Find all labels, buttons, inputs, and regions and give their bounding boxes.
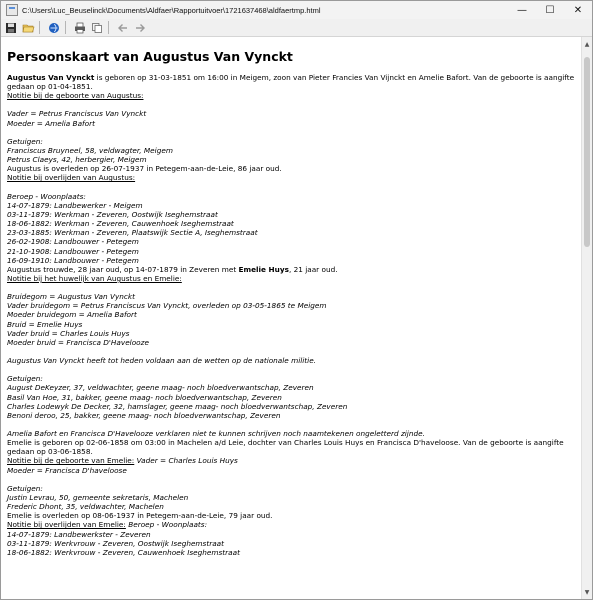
minimize-button[interactable]: —	[517, 4, 527, 16]
marriage-paragraph	[7, 265, 576, 274]
spacer	[7, 365, 576, 374]
marriage-witness: Benoni deroo, 25, bakker, geene maag- noch bloedverwantschap, Zeveren	[7, 410, 281, 420]
spacer	[7, 100, 576, 109]
spouse-death-paragraph: Emelie is overleden op 08-06-1937 in Petegem-aan-de-Leie, 79 jaar oud.	[7, 511, 273, 521]
birth-witness: Franciscus Bruyneel, 58, veldwagter, Meigem	[7, 145, 173, 155]
scrollbar-thumb[interactable]	[584, 57, 590, 247]
birth-father: Vader = Petrus Franciscus Van Vynckt	[7, 109, 147, 119]
marriage-detail: Moeder bruidegom = Amelia Bafort	[7, 310, 137, 320]
marriage-detail: Bruidegom = Augustus Van Vynckt	[7, 292, 135, 302]
toolbar-separator	[65, 21, 66, 34]
toolbar-separator	[39, 21, 40, 34]
marriage-note-heading: Notitie bij het huwelijk van Augustus en Emelie:	[7, 273, 182, 283]
spouse-birth-paragraph: Emelie is geboren op 02-06-1858 om 03:00 in Machelen a/d Leie, dochter van Charles Louis Huys en Francisca D'haveloose. Van de geboorte is aangifte gedaan op 03-06-1858.	[7, 438, 564, 457]
toolbar-separator	[108, 21, 109, 34]
marriage-text-end: , 21 jaar oud.	[288, 264, 338, 274]
spacer	[7, 420, 576, 429]
close-button[interactable]: ✕	[573, 4, 583, 16]
marriage-detail: Vader bruid = Charles Louis Huys	[7, 328, 130, 338]
death-paragraph: Augustus is overleden op 26-07-1937 in Petegem-aan-de-Leie, 86 jaar oud.	[7, 164, 282, 174]
occupation-entry: 26-02-1908: Landbouwer - Petegem	[7, 237, 139, 247]
spouse-occupation-entry: 14-07-1879: Landbewerkster - Zeveren	[7, 529, 151, 539]
spouse-death-note-line	[7, 520, 576, 529]
spouse-occupation-entry: 18-06-1882: Werkvrouw - Zeveren, Cauwenhoek Iseghemstraat	[7, 547, 240, 557]
occupation-entry: 23-03-1885: Werkman - Zeveren, Plaatswijk Sectie A, Iseghemstraat	[7, 228, 258, 238]
window-controls	[508, 1, 592, 19]
spouse-witnesses-label: Getuigen:	[7, 483, 43, 493]
spouse-birth-note-heading: Notitie bij de geboorte van Emelie:	[7, 456, 135, 466]
window-title: C:\Users\Luc_Beuselinck\Documents\Aldfaer\Rapportuitvoer\1721637468\aldfaertmp.html	[22, 5, 321, 15]
scroll-up-icon[interactable]: ▲	[584, 40, 590, 48]
back-arrow-icon[interactable]	[116, 21, 130, 35]
save-icon[interactable]	[4, 21, 18, 35]
spouse-father: Vader = Charles Louis Huys	[134, 456, 238, 466]
maximize-button[interactable]: ☐	[545, 4, 555, 16]
marriage-text: Augustus trouwde, 28 jaar oud, op 14-07-1879 in Zeveren met	[7, 264, 239, 274]
internet-explorer-icon[interactable]	[47, 21, 61, 35]
forward-arrow-icon[interactable]	[133, 21, 147, 35]
occupation-entry: 18-06-1882: Werkman - Zeveren, Cauwenhoek Iseghemstraat	[7, 219, 234, 229]
toolbar	[1, 19, 592, 37]
page-title: Persoonskaart van Augustus Van Vynckt	[7, 49, 293, 64]
consent-statement: Amelia Bafort en Francisca D'Havelooze verklaren niet te kunnen schrijven noch naamtekenen ongeletterd zijnde.	[7, 429, 425, 438]
spouse-name: Emelie Huys	[238, 264, 289, 274]
spacer	[7, 128, 576, 137]
spouse-occupation-entry: 03-11-1879: Werkvrouw - Zeveren, Oostwijk Iseghemstraat	[7, 538, 225, 548]
spouse-occupations-label: Beroep - Woonplaats:	[125, 520, 208, 530]
marriage-detail: Moeder bruid = Francisca D'Havelooze	[7, 337, 149, 347]
birth-note-heading: Notitie bij de geboorte van Augustus:	[7, 91, 144, 101]
marriage-witnesses-label: Getuigen:	[7, 374, 43, 384]
occupations-label: Beroep - Woonplaats:	[7, 191, 86, 201]
death-note-heading: Notitie bij overlijden van Augustus:	[7, 173, 136, 183]
occupation-entry: 03-11-1879: Werkman - Zeveren, Oostwijk Iseghemstraat	[7, 209, 218, 219]
birth-witnesses-label: Getuigen:	[7, 136, 43, 146]
title-bar[interactable]	[1, 1, 592, 19]
spouse-death-note-heading: Notitie bij overlijden van Emelie:	[7, 520, 126, 530]
copy-icon[interactable]	[90, 21, 104, 35]
person-name: Augustus Van Vynckt	[7, 73, 95, 82]
occupation-entry: 16-09-1910: Landbouwer - Petegem	[7, 255, 139, 265]
spacer	[7, 183, 576, 192]
marriage-detail: Vader bruidegom = Petrus Franciscus Van Vynckt, overleden op 03-05-1865 te Meigem	[7, 301, 327, 311]
spouse-witness: Justin Levrau, 50, gemeente sekretaris, Machelen	[7, 492, 189, 502]
spouse-birth-note-line	[7, 456, 576, 465]
militia-statement: Augustus Van Vynckt heeft tot heden voldaan aan de wetten op de nationale militie.	[7, 356, 317, 366]
marriage-detail: Bruid = Emelie Huys	[7, 319, 83, 329]
occupation-entry: 21-10-1908: Landbouwer - Petegem	[7, 246, 139, 256]
birth-paragraph	[7, 73, 576, 91]
birth-text: is geboren op 31-03-1851 om 16:00 in Meigem, zoon van Pieter Francies Van Vijnckt en Amelie Bafort. Van de geboorte is aangifte gedaan op 01-04-1851.	[7, 73, 575, 92]
scroll-down-icon[interactable]: ▼	[584, 588, 590, 596]
occupation-entry: 14-07-1879: Landbewerker - Meigem	[7, 200, 143, 210]
spacer	[7, 347, 576, 356]
print-icon[interactable]	[73, 21, 87, 35]
birth-mother: Moeder = Amelia Bafort	[7, 118, 95, 128]
marriage-witness: Basil Van Hoe, 31, bakker, geene maag- noch bloedverwantschap, Zeveren	[7, 392, 282, 402]
open-folder-icon[interactable]	[21, 21, 35, 35]
spacer	[7, 283, 576, 292]
spacer	[7, 475, 576, 484]
birth-witness: Petrus Claeys, 42, herbergier, Meigem	[7, 155, 147, 165]
marriage-witness: August DeKeyzer, 37, veldwachter, geene maag- noch bloedverwantschap, Zeveren	[7, 383, 314, 393]
marriage-witness: Charles Lodewyk De Decker, 32, hamslager, geene maag- noch bloedverwantschap, Zeveren	[7, 401, 348, 411]
document-icon	[6, 4, 18, 16]
document-content	[1, 37, 582, 599]
spouse-witness: Frederic Dhont, 35, veldwachter, Machelen	[7, 502, 164, 512]
spouse-mother: Moeder = Francisca D'haveloose	[7, 465, 127, 475]
vertical-scrollbar[interactable]	[581, 37, 592, 599]
